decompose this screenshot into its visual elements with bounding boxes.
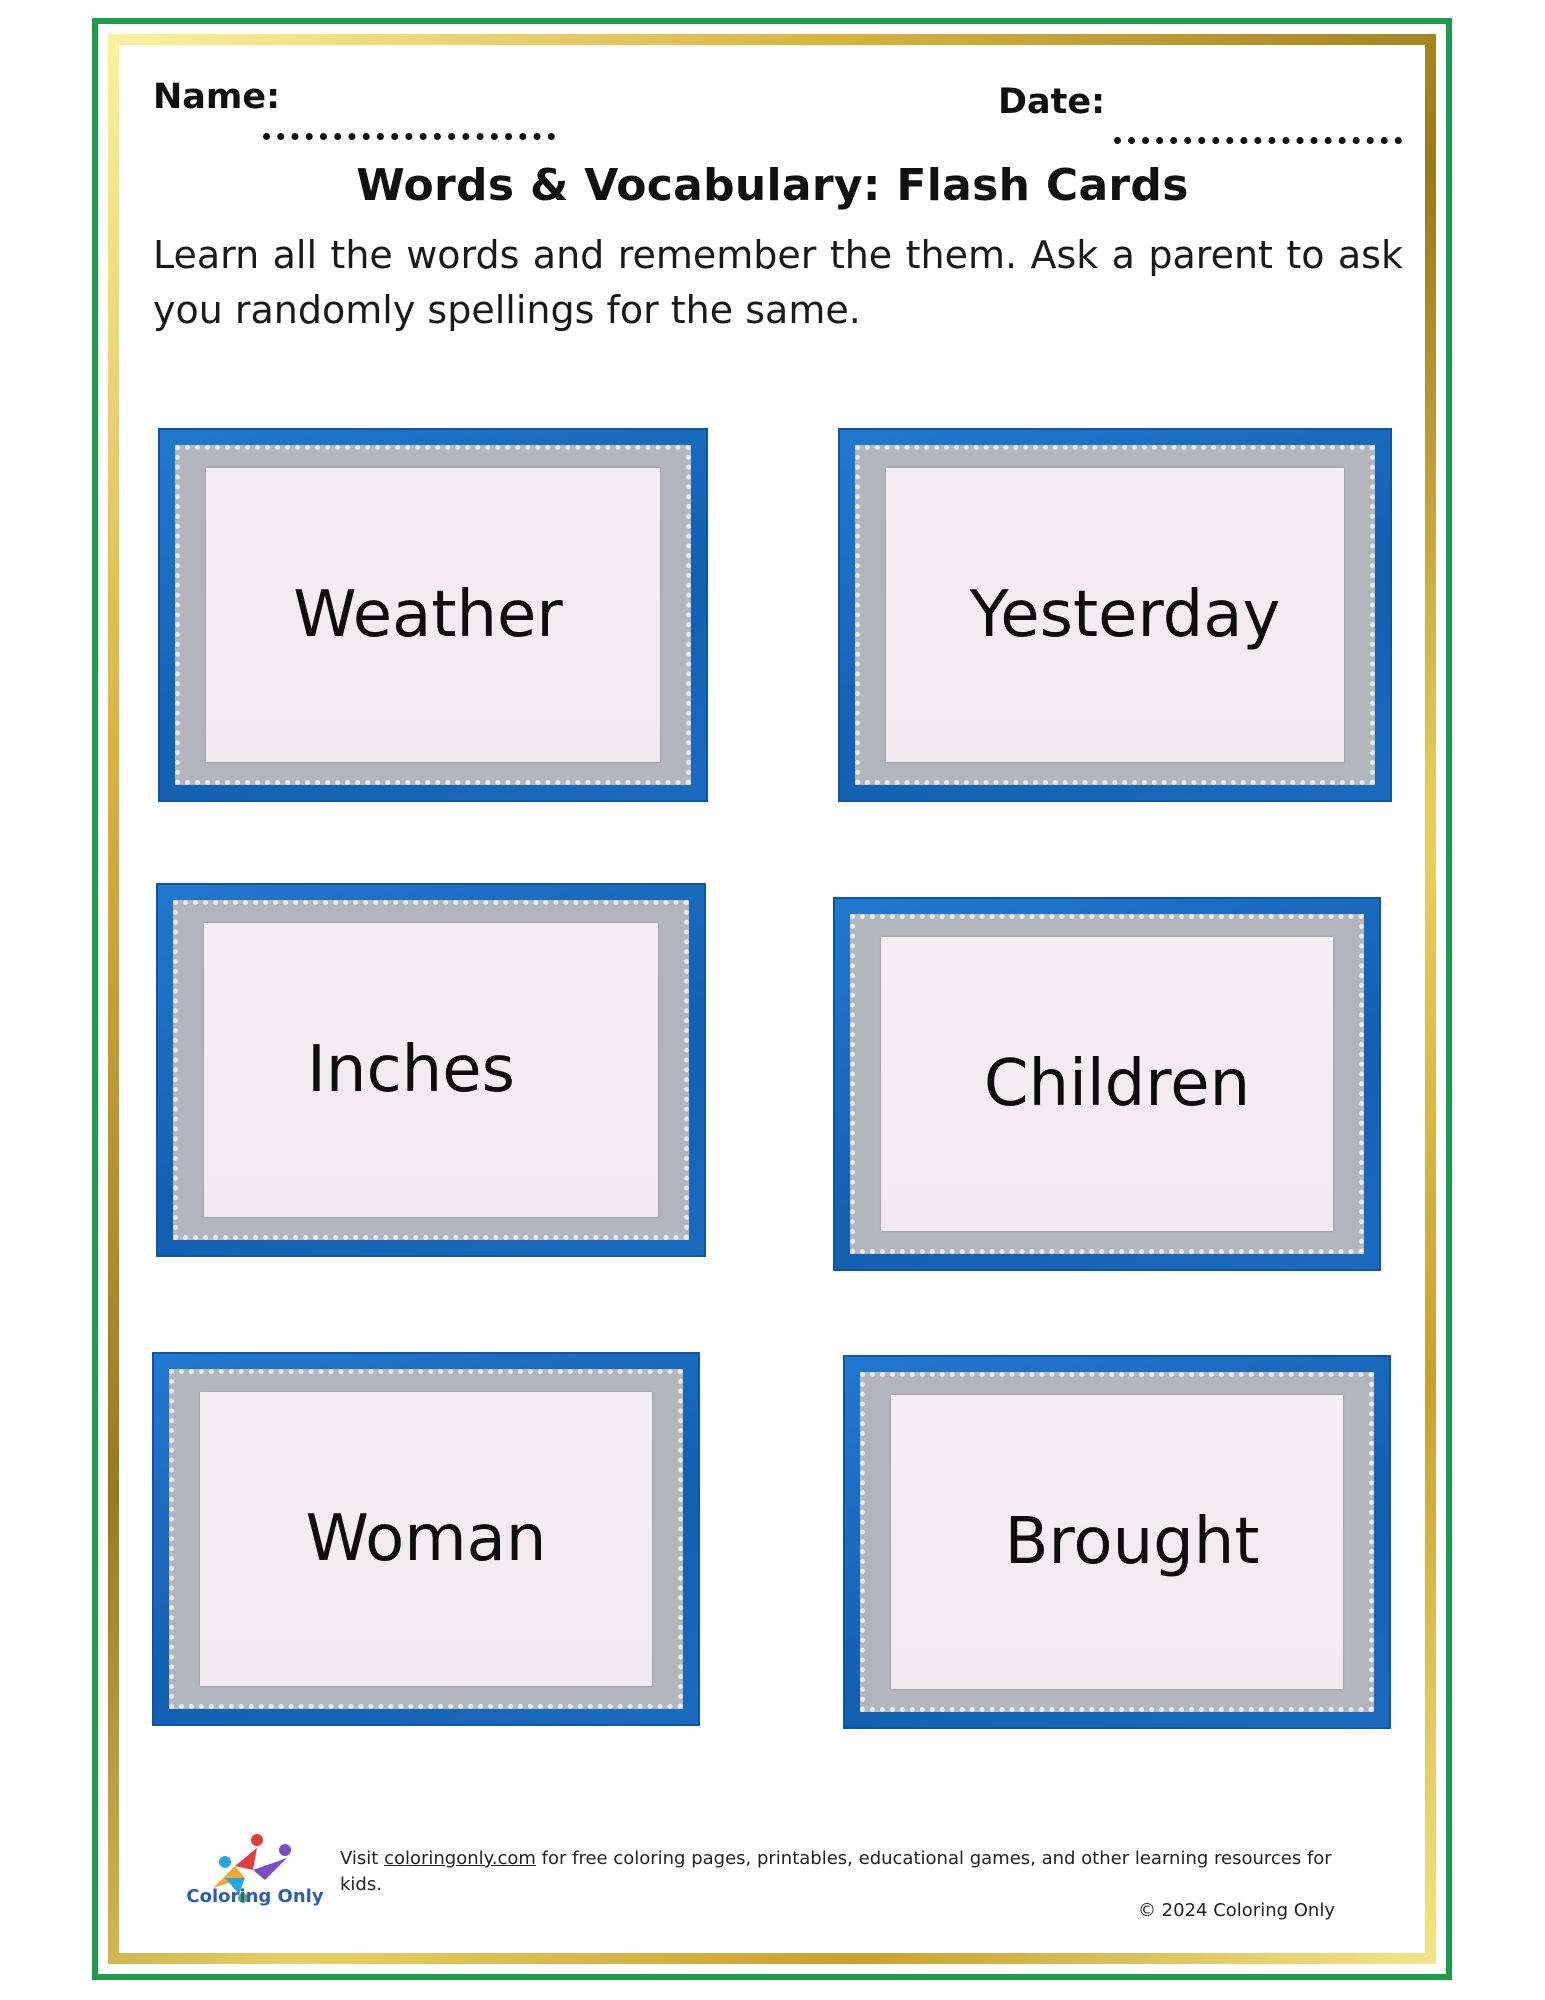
card-mat bbox=[169, 1369, 683, 1709]
flash-card-2 bbox=[838, 428, 1392, 802]
page-title: Words & Vocabulary: Flash Cards bbox=[356, 160, 1189, 211]
card-word: Inches bbox=[307, 1033, 515, 1107]
footer-suffix: for free coloring pages, printables, educational games, and other learning resources for kids. bbox=[340, 1848, 1332, 1895]
card-paper bbox=[200, 1392, 652, 1686]
card-paper bbox=[204, 923, 658, 1217]
card-mat bbox=[860, 1372, 1374, 1712]
flash-card-1 bbox=[158, 428, 708, 802]
card-mat bbox=[173, 900, 689, 1240]
card-paper bbox=[206, 468, 660, 762]
footer-line bbox=[340, 1846, 1335, 1898]
flash-card-6 bbox=[843, 1355, 1391, 1729]
footer-prefix: Visit bbox=[340, 1848, 385, 1869]
logo-text: Coloring Only bbox=[186, 1886, 324, 1907]
card-word: Weather bbox=[293, 578, 563, 652]
card-word: Children bbox=[983, 1047, 1251, 1121]
card-word: Brought bbox=[1004, 1505, 1260, 1579]
card-paper bbox=[886, 468, 1344, 762]
date-label: Date: bbox=[998, 82, 1106, 122]
card-mat bbox=[855, 445, 1375, 785]
footer bbox=[340, 1846, 1335, 1924]
flash-card-4 bbox=[833, 897, 1381, 1271]
name-field-line[interactable] bbox=[263, 133, 555, 140]
card-mat bbox=[850, 914, 1364, 1254]
flash-card-5 bbox=[152, 1352, 700, 1726]
card-word: Yesterday bbox=[969, 578, 1281, 652]
flash-card-3 bbox=[156, 883, 706, 1257]
card-paper bbox=[891, 1395, 1343, 1689]
card-word: Woman bbox=[305, 1502, 547, 1576]
card-mat bbox=[175, 445, 691, 785]
name-label: Name: bbox=[153, 77, 281, 117]
date-field-line[interactable] bbox=[1114, 137, 1402, 144]
footer-link[interactable]: coloringonly.com bbox=[384, 1848, 536, 1869]
instructions-text: Learn all the words and remember the them. Ask a parent to ask you randomly spellings for the same. bbox=[153, 233, 1403, 332]
copyright-text: © 2024 Coloring Only bbox=[1137, 1900, 1335, 1921]
card-paper bbox=[881, 937, 1333, 1231]
